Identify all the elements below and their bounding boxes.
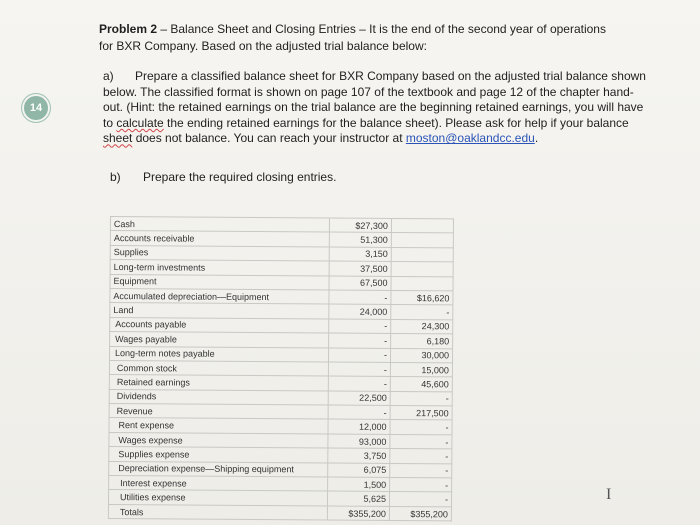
credit-cell: $16,620 [391,290,453,305]
credit-cell: - [390,434,452,449]
credit-cell: - [389,492,451,507]
part-b-instructions [110,170,336,184]
credit-cell: - [390,477,452,492]
credit-cell: - [390,391,452,406]
part-a-text-3: does not balance. You can reach your instructor at [132,131,406,146]
problem-title-bold: Problem 2 [99,22,158,36]
part-a-text-2: the ending retained earnings for the balance sheet). Please ask for help if your balance [163,115,629,130]
account-name-cell: Revenue [109,404,328,420]
debit-cell: 67,500 [329,276,391,291]
debit-cell: 3,750 [328,448,390,463]
credit-cell: 217,500 [390,406,452,421]
credit-cell [391,276,453,291]
credit-cell [391,218,453,233]
debit-cell: - [328,362,390,377]
part-a-text-4: . [534,131,539,146]
spellcheck-word-calculate: calculate [116,115,164,130]
account-name-cell: Equipment [110,274,329,290]
credit-cell: - [390,449,452,464]
debit-cell: - [329,319,391,334]
debit-cell: 24,000 [329,304,391,319]
credit-cell: 30,000 [390,348,452,363]
account-name-cell: Long-term investments [110,260,329,276]
part-b-marker: b) [110,170,121,184]
part-b-text: Prepare the required closing entries. [143,170,337,184]
credit-cell [391,262,453,277]
credit-cell: - [390,420,452,435]
account-name-cell: Depreciation expense—Shipping equipment [109,461,328,477]
debit-cell: 5,625 [327,491,389,506]
problem-title-text: – Balance Sheet and Closing Entries – It is the end of the second year of operations for BXR Company. Based on the adjusted trial balance below: [99,22,606,53]
account-name-cell: Cash [110,217,329,233]
credit-cell: 45,600 [390,377,452,392]
credit-cell: - [391,305,453,320]
credit-cell: $355,200 [389,506,451,521]
part-a-marker: a) [103,69,114,83]
account-name-cell: Land [110,303,329,319]
debit-cell: - [328,348,390,363]
account-name-cell: Utilities expense [108,490,327,506]
account-name-cell: Dividends [109,389,328,405]
account-name-cell: Interest expense [109,476,328,492]
debit-cell: 51,300 [329,232,391,247]
account-name-cell: Common stock [109,360,328,376]
debit-cell: - [328,405,390,420]
debit-cell: 37,500 [329,261,391,276]
account-name-cell: Retained earnings [109,375,328,391]
spellcheck-word-sheet: sheet [103,131,133,146]
text-cursor-icon: I [606,486,612,503]
part-a-text-1: Prepare a classified balance sheet for BXR Company based on the adjusted trial balance shown below. The classified format is shown on page 107 of the textbook and page 12 of the chapter hand-out. (Hint: the retained earnings on the trial balance are the beginning retained earnings, you will have to [103,69,646,130]
debit-cell: - [329,290,391,305]
debit-cell: $27,300 [329,218,391,233]
account-name-cell: Supplies [110,245,329,261]
account-name-cell: Long-term notes payable [109,346,328,362]
credit-cell: 15,000 [390,362,452,377]
account-name-cell: Rent expense [109,418,328,434]
account-name-cell: Wages expense [109,432,328,448]
debit-cell: - [328,376,390,391]
table-row [108,504,451,521]
account-name-cell: Wages payable [110,332,329,348]
debit-cell: 12,000 [328,419,390,434]
credit-cell: 24,300 [391,319,453,334]
problem-heading [99,21,619,55]
account-name-cell: Totals [108,504,327,520]
debit-cell: 6,075 [328,463,390,478]
instructor-email-link[interactable]: moston@oaklandcc.edu [405,131,535,146]
account-name-cell: Accounts payable [110,317,329,333]
debit-cell: 3,150 [329,247,391,262]
debit-cell: 93,000 [328,434,390,449]
question-number-badge: 14 [24,96,48,120]
credit-cell: 6,180 [391,334,453,349]
credit-cell: - [390,463,452,478]
adjusted-trial-balance-table [108,216,454,522]
credit-cell [391,247,453,262]
debit-cell: $355,200 [327,506,389,521]
account-name-cell: Accounts receivable [110,231,329,247]
debit-cell: 1,500 [328,477,390,492]
part-a-instructions [103,69,648,147]
debit-cell: - [329,333,391,348]
debit-cell: 22,500 [328,391,390,406]
account-name-cell: Accumulated depreciation—Equipment [110,288,329,304]
account-name-cell: Supplies expense [109,447,328,463]
credit-cell [391,233,453,248]
